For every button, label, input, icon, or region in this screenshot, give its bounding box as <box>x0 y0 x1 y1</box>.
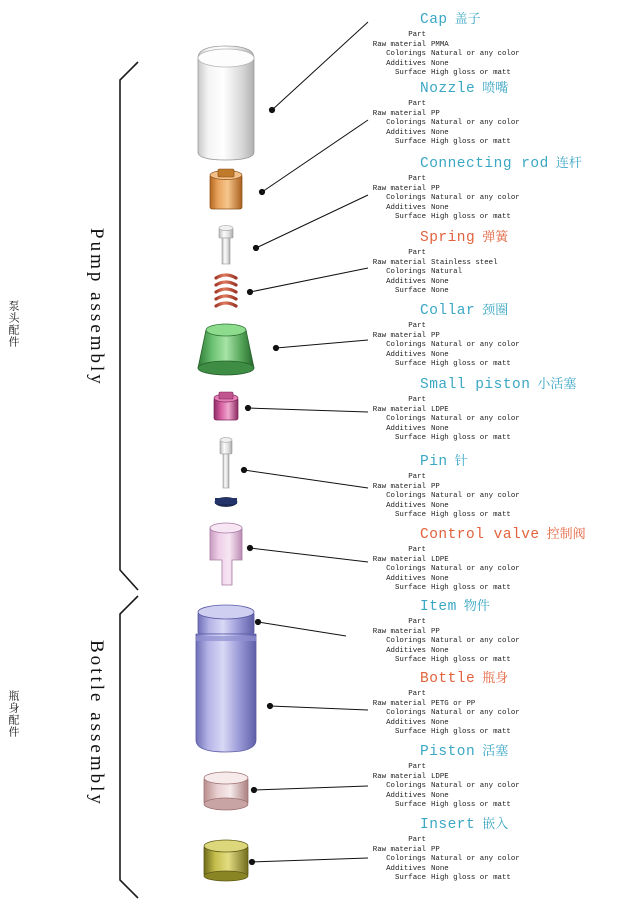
spec-table <box>364 836 520 884</box>
spec-key-surface: Surface <box>394 801 426 810</box>
part-graphic-nozzle <box>210 169 242 209</box>
part-title-insert <box>420 813 634 833</box>
spec-value-additives: None <box>431 574 449 583</box>
spec-value-additives: None <box>431 128 449 137</box>
spec-table <box>364 546 520 594</box>
spec-block-cap <box>364 8 634 79</box>
part-name-en: Control valve <box>420 527 540 543</box>
spec-value-raw-material: LDPE <box>431 772 449 781</box>
spec-value-surface: High gloss or matt <box>431 874 511 883</box>
part-name-en: Collar <box>420 303 476 319</box>
spec-value-raw-material: PETG or PP <box>431 699 476 708</box>
spec-block-spring <box>364 226 634 297</box>
spec-key-surface: Surface <box>394 434 426 443</box>
spec-value-raw-material: Stainless steel <box>431 258 498 267</box>
part-name-en: Pin <box>420 454 448 470</box>
spec-key-raw-material: Raw material <box>372 772 426 781</box>
spec-value-additives: None <box>431 277 449 286</box>
spec-table <box>364 618 520 666</box>
part-name-en: Bottle <box>420 671 476 687</box>
spec-key-part: Part <box>408 31 426 39</box>
spec-key-additives: Additives <box>386 501 426 510</box>
spec-key-colorings: Colorings <box>386 119 426 128</box>
part-title-nozzle <box>420 77 634 97</box>
part-name-en: Insert <box>420 817 476 833</box>
part-name-en: Small piston <box>420 377 531 393</box>
spec-key-colorings: Colorings <box>386 709 426 718</box>
spec-block-insert <box>364 813 634 884</box>
spec-table <box>364 322 520 370</box>
spec-table <box>364 690 520 738</box>
spec-block-item <box>364 595 634 666</box>
spec-value-part <box>431 31 520 41</box>
spec-value-surface: High gloss or matt <box>431 213 511 222</box>
spec-value-colorings: Natural or any color <box>431 341 520 350</box>
spec-value-additives: None <box>431 59 449 68</box>
spec-value-additives: None <box>431 791 449 800</box>
spec-value-additives: None <box>431 646 449 655</box>
spec-value-additives: None <box>431 350 449 359</box>
part-title-cap <box>420 8 634 28</box>
spec-key-raw-material: Raw material <box>372 699 426 708</box>
spec-key-part: Part <box>408 546 426 554</box>
spec-value-surface: High gloss or matt <box>431 656 511 665</box>
spec-key-colorings: Colorings <box>386 341 426 350</box>
spec-key-colorings: Colorings <box>386 492 426 501</box>
spec-value-raw-material: PP <box>431 627 440 636</box>
spec-value-raw-material: PP <box>431 331 440 340</box>
spec-key-part: Part <box>408 322 426 330</box>
spec-key-surface: Surface <box>394 584 426 593</box>
spec-key-additives: Additives <box>386 718 426 727</box>
spec-key-additives: Additives <box>386 864 426 873</box>
spec-block-connecting-rod <box>364 152 634 223</box>
spec-key-colorings: Colorings <box>386 415 426 424</box>
spec-table <box>364 473 520 521</box>
spec-key-surface: Surface <box>394 511 426 520</box>
part-name-cn: 瓶身 <box>482 670 509 685</box>
spec-key-part: Part <box>408 473 426 481</box>
spec-value-surface: High gloss or matt <box>431 434 511 443</box>
spec-table <box>364 249 498 297</box>
spec-value-surface: High gloss or matt <box>431 138 511 147</box>
spec-value-raw-material: PP <box>431 845 440 854</box>
spec-key-raw-material: Raw material <box>372 555 426 564</box>
group-label-cn-bottle: 瓶身配件 <box>7 690 19 738</box>
spec-key-surface: Surface <box>394 69 426 78</box>
spec-value-part <box>431 175 520 185</box>
spec-key-raw-material: Raw material <box>372 109 426 118</box>
spec-key-additives: Additives <box>386 646 426 655</box>
part-name-en: Nozzle <box>420 81 476 97</box>
spec-value-part <box>431 473 520 483</box>
spec-table <box>364 175 520 223</box>
part-graphic-piston <box>204 772 248 810</box>
spec-key-surface: Surface <box>394 360 426 369</box>
spec-value-colorings: Natural or any color <box>431 194 520 203</box>
part-title-connecting-rod <box>420 152 634 172</box>
part-title-pin <box>420 450 634 470</box>
spec-value-colorings: Natural or any color <box>431 565 520 574</box>
part-name-en: Piston <box>420 744 476 760</box>
part-graphic-small-piston <box>214 392 238 420</box>
spec-value-part <box>431 249 498 259</box>
spec-key-colorings: Colorings <box>386 782 426 791</box>
part-title-collar <box>420 299 634 319</box>
spec-value-part <box>431 836 520 846</box>
spec-value-part <box>431 100 520 110</box>
spec-value-raw-material: PP <box>431 109 440 118</box>
spec-key-colorings: Colorings <box>386 637 426 646</box>
spec-key-additives: Additives <box>386 424 426 433</box>
spec-value-colorings: Natural or any color <box>431 709 520 718</box>
spec-value-additives: None <box>431 203 449 212</box>
spec-value-raw-material: PP <box>431 184 440 193</box>
spec-block-pin <box>364 450 634 521</box>
spec-key-surface: Surface <box>394 138 426 147</box>
spec-key-raw-material: Raw material <box>372 482 426 491</box>
spec-key-part: Part <box>408 396 426 404</box>
spec-value-part <box>431 618 520 628</box>
spec-key-colorings: Colorings <box>386 855 426 864</box>
spec-value-surface: High gloss or matt <box>431 584 511 593</box>
spec-key-colorings: Colorings <box>386 50 426 59</box>
spec-key-part: Part <box>408 249 426 257</box>
spec-block-nozzle <box>364 77 634 148</box>
spec-value-colorings: Natural or any color <box>431 119 520 128</box>
spec-key-additives: Additives <box>386 350 426 359</box>
spec-key-additives: Additives <box>386 59 426 68</box>
spec-table <box>364 100 520 148</box>
spec-value-surface: None <box>431 287 449 296</box>
spec-key-raw-material: Raw material <box>372 405 426 414</box>
spec-value-additives: None <box>431 718 449 727</box>
part-graphic-collar <box>198 324 254 375</box>
part-graphic-cap <box>198 46 254 160</box>
spec-value-colorings: Natural or any color <box>431 855 520 864</box>
spec-key-colorings: Colorings <box>386 194 426 203</box>
part-name-cn: 喷嘴 <box>482 80 509 95</box>
spec-value-additives: None <box>431 864 449 873</box>
part-graphic-pin <box>215 438 237 507</box>
part-name-cn: 嵌入 <box>482 816 509 831</box>
spec-value-colorings: Natural or any color <box>431 492 520 501</box>
part-name-cn: 弹簧 <box>482 229 509 244</box>
part-graphic-control-valve <box>210 523 242 585</box>
spec-value-part <box>431 690 520 700</box>
part-name-cn: 连杆 <box>555 155 582 170</box>
spec-key-raw-material: Raw material <box>372 845 426 854</box>
spec-value-part <box>431 322 520 332</box>
spec-value-raw-material: PMMA <box>431 40 449 49</box>
spec-key-raw-material: Raw material <box>372 627 426 636</box>
spec-block-bottle <box>364 667 634 738</box>
bracket-pump <box>120 62 138 590</box>
bracket-bottle <box>120 596 138 898</box>
spec-value-part <box>431 763 520 773</box>
spec-key-colorings: Colorings <box>386 565 426 574</box>
spec-key-raw-material: Raw material <box>372 331 426 340</box>
part-title-spring <box>420 226 634 246</box>
spec-table <box>364 31 520 79</box>
spec-block-piston <box>364 740 634 811</box>
spec-key-part: Part <box>408 100 426 108</box>
spec-key-surface: Surface <box>394 213 426 222</box>
spec-key-additives: Additives <box>386 277 426 286</box>
part-title-control-valve <box>420 523 634 543</box>
spec-key-part: Part <box>408 618 426 626</box>
spec-key-surface: Surface <box>394 656 426 665</box>
spec-value-colorings: Natural or any color <box>431 637 520 646</box>
spec-value-surface: High gloss or matt <box>431 511 511 520</box>
spec-value-raw-material: PP <box>431 482 440 491</box>
part-name-cn: 针 <box>454 453 468 468</box>
spec-value-raw-material: LDPE <box>431 405 449 414</box>
part-name-cn: 活塞 <box>482 743 509 758</box>
spec-value-additives: None <box>431 501 449 510</box>
spec-key-part: Part <box>408 763 426 771</box>
spec-key-additives: Additives <box>386 128 426 137</box>
spec-value-part <box>431 546 520 556</box>
part-name-cn: 物件 <box>463 598 490 613</box>
spec-value-colorings: Natural or any color <box>431 415 520 424</box>
part-graphic-bottle <box>196 605 256 752</box>
part-title-item <box>420 595 634 615</box>
part-title-bottle <box>420 667 634 687</box>
part-name-cn: 小活塞 <box>537 376 577 391</box>
part-name-en: Connecting rod <box>420 156 549 172</box>
group-label-cn-pump: 泵头配件 <box>7 300 19 348</box>
spec-key-surface: Surface <box>394 728 426 737</box>
spec-value-raw-material: LDPE <box>431 555 449 564</box>
part-graphic-insert <box>204 840 248 881</box>
spec-table <box>364 396 520 444</box>
part-name-cn: 控制阀 <box>546 526 586 541</box>
part-title-piston <box>420 740 634 760</box>
spec-key-raw-material: Raw material <box>372 258 426 267</box>
spec-key-colorings: Colorings <box>386 268 426 277</box>
spec-key-raw-material: Raw material <box>372 40 426 49</box>
part-name-cn: 盖子 <box>454 11 481 26</box>
part-graphic-spring <box>216 275 236 306</box>
spec-key-surface: Surface <box>394 287 426 296</box>
part-title-small-piston <box>420 373 634 393</box>
spec-value-surface: High gloss or matt <box>431 801 511 810</box>
spec-block-control-valve <box>364 523 634 594</box>
spec-value-colorings: Natural <box>431 268 463 277</box>
spec-key-additives: Additives <box>386 203 426 212</box>
spec-key-surface: Surface <box>394 874 426 883</box>
spec-value-additives: None <box>431 424 449 433</box>
group-label-en-pump: Pump assembly <box>86 228 107 387</box>
part-name-en: Item <box>420 599 457 615</box>
spec-value-surface: High gloss or matt <box>431 69 511 78</box>
spec-key-additives: Additives <box>386 791 426 800</box>
spec-block-small-piston <box>364 373 634 444</box>
part-name-en: Cap <box>420 12 448 28</box>
part-graphic-connecting-rod <box>219 225 233 264</box>
spec-key-additives: Additives <box>386 574 426 583</box>
spec-key-part: Part <box>408 836 426 844</box>
spec-key-part: Part <box>408 690 426 698</box>
spec-key-part: Part <box>408 175 426 183</box>
spec-value-colorings: Natural or any color <box>431 50 520 59</box>
spec-value-colorings: Natural or any color <box>431 782 520 791</box>
spec-table <box>364 763 520 811</box>
leader-lines <box>241 22 368 865</box>
spec-block-collar <box>364 299 634 370</box>
part-name-cn: 颈圈 <box>482 302 509 317</box>
spec-value-surface: High gloss or matt <box>431 360 511 369</box>
spec-key-raw-material: Raw material <box>372 184 426 193</box>
spec-value-part <box>431 396 520 406</box>
part-name-en: Spring <box>420 230 476 246</box>
spec-value-surface: High gloss or matt <box>431 728 511 737</box>
group-label-en-bottle: Bottle assembly <box>86 640 107 807</box>
